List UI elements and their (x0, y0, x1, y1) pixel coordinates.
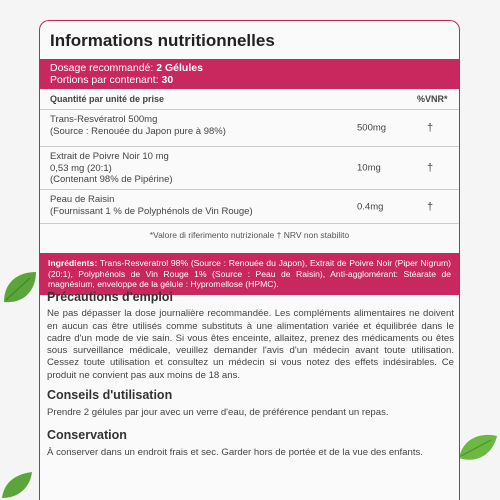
row-vnr: † (427, 122, 434, 134)
row-amount: 0.4mg (357, 201, 384, 212)
row-line: (Contenant 98% de Pipérine) (50, 174, 173, 185)
precautions-title: Précautions d'emploi (47, 290, 173, 304)
leaf-icon (0, 470, 36, 500)
row-vnr: † (427, 200, 434, 213)
leaf-icon (455, 428, 500, 468)
precautions-text: Ne pas dépasser la dose journalière recommandée. Les compléments alimentaires ne doivent en aucun cas être utilisés comme substituts à une alimentation variée et équilibrée dans le cadre d'un mode de vie sain. Si vous êtes enceinte, allaitez, prenez des médicaments ou êtes sous surveillance médicale, veuillez demander l'avis d'un médecin avant toute utilisation. Cessez toute utilisation et consultez un médecin si vous notez des effets indésirables. Ce produit ne convient pas aux moins de 18 ans. (47, 308, 454, 381)
row-vnr: † (427, 162, 434, 174)
row-line: (Fournissant 1 % de Polyphénols de Vin Rouge) (50, 205, 253, 217)
ingredients-label: Ingrédients: (48, 258, 98, 268)
header-quantity: Quantité par unité de prise (50, 94, 165, 104)
portions-label: Portions par contenant: (50, 74, 159, 86)
product-info-panel (39, 20, 460, 500)
table-row (40, 110, 459, 147)
ingredients-box (40, 253, 459, 295)
advice-text: Prendre 2 gélules par jour avec un verre d'eau, de préférence pendant un repas. (47, 407, 389, 419)
row-line: Extrait de Poivre Noir 10 mg (50, 151, 169, 162)
row-line: 0,53 mg (20:1) (50, 162, 112, 174)
nutrition-table (40, 89, 459, 250)
row-line: Peau de Raisin (50, 194, 115, 205)
row-line: Trans-Resvératrol 500mg (50, 114, 158, 125)
advice-section (47, 389, 454, 420)
precautions-section (47, 291, 454, 382)
nutrition-facts (40, 21, 459, 250)
dose-value: 2 Gélules (156, 62, 203, 74)
table-header (40, 89, 459, 110)
header-vnr: %VNR* (417, 94, 448, 104)
dose-label: Dosage recommandé: (50, 62, 154, 74)
storage-text: À conserver dans un endroit frais et sec. Garder hors de portée et de la vue des enfants. (47, 447, 423, 459)
table-row (40, 190, 459, 224)
nutrition-title: Informations nutritionnelles (50, 31, 275, 50)
storage-section (47, 429, 454, 460)
row-line: (Source : Renouée du Japon pure à 98%) (50, 125, 226, 137)
row-amount: 500mg (357, 122, 387, 134)
ingredients-text: Trans-Resveratrol 98% (Source : Renouée du Japon), Extrait de Poivre Noir (Piper Nigrum) (20:1), Polyphénols de Vin Rouge 1% (Source : Peau de Raisin), Anti-agglomérant: Stéarate de magnésium, enveloppe de la gélule : Hypromellose (HPMC). (48, 258, 451, 289)
dosage-banner (40, 59, 459, 89)
table-row (40, 147, 459, 190)
leaf-icon (0, 268, 40, 308)
advice-title: Conseils d'utilisation (47, 388, 173, 402)
footnote: *Valore di riferimento nutrizionale † NRV non stabilito (149, 230, 350, 240)
row-amount: 10mg (357, 162, 381, 174)
storage-title: Conservation (47, 428, 127, 442)
portions-value: 30 (161, 74, 174, 86)
